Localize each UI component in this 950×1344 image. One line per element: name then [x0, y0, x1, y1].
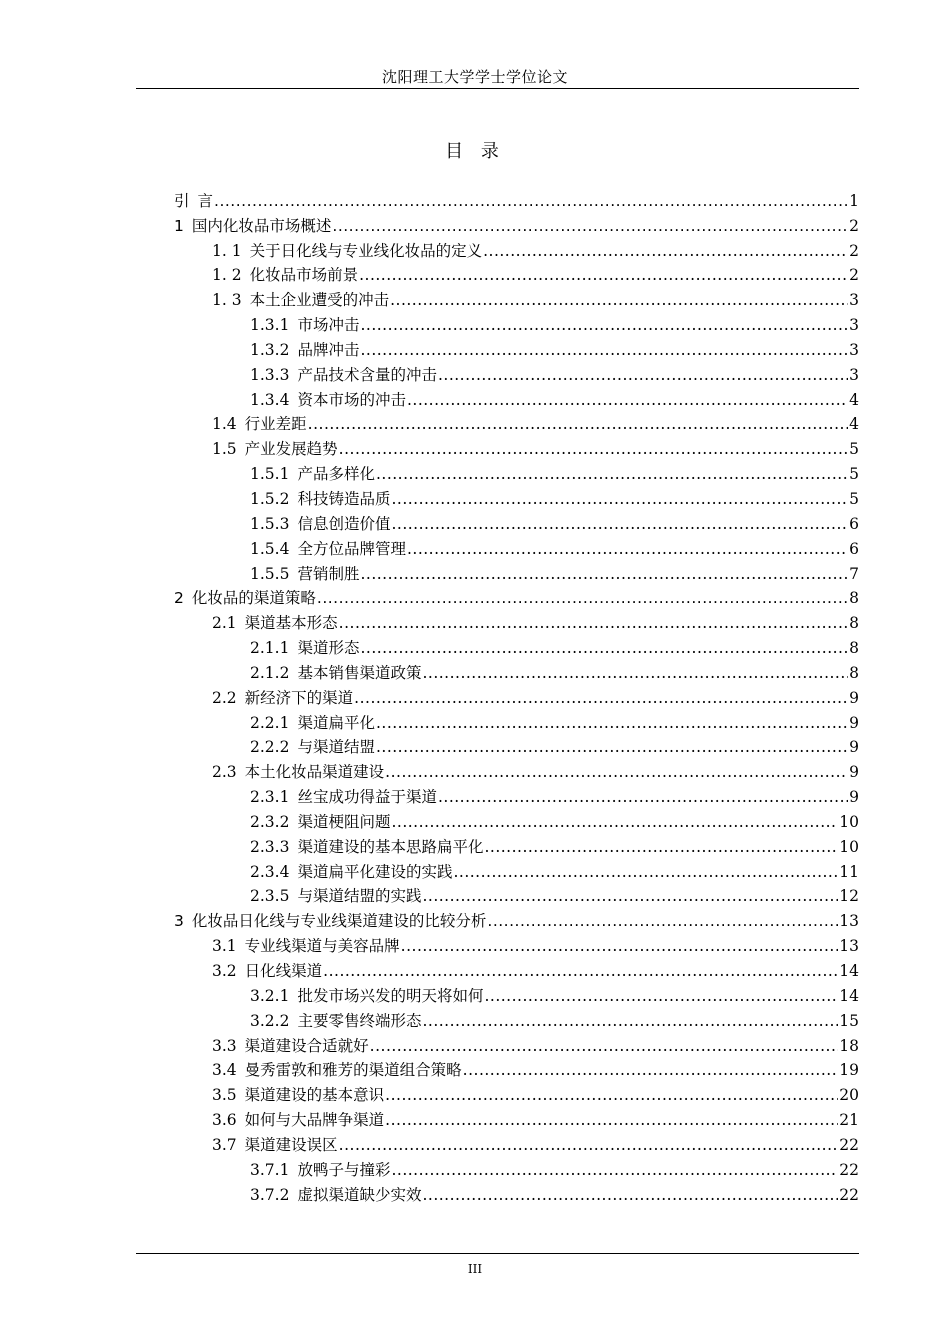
toc-entry[interactable] [174, 285, 859, 310]
toc-entry-number: 1. 1 [212, 241, 242, 260]
toc-entry-number: 2.2.1 [250, 713, 290, 732]
toc-entry-page: 3 [849, 365, 859, 384]
toc-entry-number: 3.7.2 [250, 1185, 290, 1204]
toc-entry-title: 渠道形态 [297, 639, 360, 658]
toc-entry-title: 本土化妆品渠道建设 [244, 763, 385, 782]
toc-entry-number: 2.1.2 [250, 663, 290, 682]
toc-dot-leader [422, 1011, 838, 1031]
toc-entry[interactable] [174, 261, 859, 286]
toc-entry-title: 专业线渠道与美容品牌 [244, 937, 400, 956]
toc-entry-number: 1.3.4 [250, 390, 290, 409]
toc-dot-leader [438, 365, 848, 385]
toc-entry-page: 9 [849, 688, 859, 707]
toc-entry-page: 3 [849, 291, 859, 310]
toc-entry-number: 1. 3 [212, 291, 242, 310]
toc-entry-number: 1.4 [212, 415, 237, 434]
toc-entry-number: 2.1 [212, 614, 237, 633]
toc-entry-title: 丝宝成功得益于渠道 [297, 788, 437, 807]
toc-entry[interactable] [174, 310, 859, 335]
toc-entry-title: 渠道建设的基本意识 [244, 1086, 385, 1105]
toc-entry-page: 2 [849, 241, 859, 260]
toc-entry-page: 13 [839, 912, 859, 931]
toc-entry[interactable] [174, 906, 859, 931]
toc-entry-number: 1.3.3 [250, 365, 290, 384]
toc-entry-page: 2 [849, 216, 859, 235]
toc-entry-title: 行业差距 [244, 415, 307, 434]
footer-rule [136, 1253, 859, 1254]
toc-dot-leader [484, 986, 838, 1006]
toc-entry-page: 8 [849, 589, 859, 608]
toc-entry-page: 5 [849, 489, 859, 508]
toc-dot-leader [407, 390, 848, 410]
toc-entry-title: 与渠道结盟的实践 [297, 887, 422, 906]
toc-entry-title: 批发市场兴发的明天将如何 [297, 986, 484, 1005]
toc-dot-leader [422, 1185, 838, 1205]
toc-entry-page: 22 [839, 1185, 859, 1204]
toc-entry[interactable] [174, 931, 859, 956]
toc-entry[interactable] [174, 807, 859, 832]
toc-entry-number: 1.5.1 [250, 465, 290, 484]
toc-dot-leader [401, 936, 839, 956]
toc-entry-title: 放鸭子与撞彩 [297, 1160, 391, 1179]
toc-entry-title: 渠道扁平化 [297, 713, 375, 732]
toc-entry-number: 1.3.2 [250, 340, 290, 359]
toc-entry-page: 19 [839, 1061, 859, 1080]
toc-entry[interactable] [174, 534, 859, 559]
toc-dot-leader [391, 489, 848, 509]
toc-entry-number: 3.2.1 [250, 986, 290, 1005]
toc-entry-page: 11 [839, 862, 859, 881]
toc-entry-page: 22 [839, 1135, 859, 1154]
toc-dot-leader [407, 539, 848, 559]
toc-entry-page: 5 [849, 465, 859, 484]
toc-dot-leader [370, 1036, 839, 1056]
toc-entry-page: 8 [849, 639, 859, 658]
toc-entry-number: 3.1 [212, 937, 237, 956]
toc-dot-leader [391, 514, 848, 534]
toc-entry[interactable] [174, 608, 859, 633]
toc-entry-page: 8 [849, 614, 859, 633]
toc-entry-page: 14 [839, 986, 859, 1005]
toc-entry[interactable] [174, 385, 859, 410]
toc-entry-page: 20 [839, 1086, 859, 1105]
toc-entry-title: 曼秀雷敦和雅芳的渠道组合策略 [244, 1061, 462, 1080]
toc-dot-leader [323, 961, 838, 981]
toc-dot-leader [360, 638, 848, 658]
table-of-contents [174, 186, 859, 1205]
toc-entry-title: 产品多样化 [297, 465, 375, 484]
toc-dot-leader [385, 1110, 838, 1130]
toc-entry-title: 新经济下的渠道 [244, 688, 354, 707]
toc-dot-leader [438, 787, 848, 807]
toc-dot-leader [422, 886, 838, 906]
toc-entry-number: 1.5.3 [250, 514, 290, 533]
footer-page-number: III [467, 1262, 483, 1276]
toc-entry-page: 9 [849, 713, 859, 732]
toc-entry-title: 国内化妆品市场概述 [191, 216, 332, 235]
toc-entry[interactable] [174, 434, 859, 459]
toc-entry-page: 8 [849, 663, 859, 682]
toc-entry[interactable] [174, 857, 859, 882]
toc-entry-number: 1.5 [212, 440, 237, 459]
toc-entry-title: 言 [197, 191, 214, 210]
toc-entry-title: 渠道建设合适就好 [244, 1036, 369, 1055]
toc-entry-number: 3.4 [212, 1061, 237, 1080]
toc-dot-leader [483, 241, 848, 261]
toc-dot-leader [317, 588, 848, 608]
toc-entry[interactable] [174, 832, 859, 857]
toc-entry[interactable] [174, 459, 859, 484]
toc-dot-leader [385, 762, 848, 782]
toc-entry-number: 2.3 [212, 763, 237, 782]
toc-entry[interactable] [174, 956, 859, 981]
toc-entry-number: 3.2 [212, 962, 237, 980]
toc-entry-number: 3.3 [212, 1036, 237, 1055]
toc-entry-title: 化妆品市场前景 [249, 266, 359, 285]
toc-entry-number: 1 [174, 216, 184, 235]
toc-entry-title: 化妆品日化线与专业线渠道建设的比较分析 [191, 912, 487, 931]
toc-entry-number: 3.2.2 [250, 1011, 290, 1030]
toc-entry-number: 2.1.1 [250, 639, 290, 658]
toc-entry[interactable] [174, 1006, 859, 1031]
toc-entry-number: 3.7 [212, 1135, 237, 1154]
toc-entry[interactable] [174, 1130, 859, 1155]
toc-entry-number: 1.5.5 [250, 564, 290, 583]
toc-dot-leader [484, 837, 838, 857]
toc-entry-title: 化妆品的渠道策略 [191, 589, 316, 608]
toc-entry-page: 2 [849, 266, 859, 285]
toc-dot-leader [332, 216, 848, 236]
toc-dot-leader [463, 1060, 839, 1080]
toc-dot-leader [376, 464, 848, 484]
toc-dot-leader [453, 862, 838, 882]
toc-entry[interactable] [174, 1080, 859, 1105]
toc-dot-leader [359, 265, 848, 285]
toc-entry[interactable] [174, 211, 859, 236]
toc-entry-title: 营销制胜 [297, 564, 360, 583]
toc-dot-leader [390, 290, 848, 310]
toc-dot-leader [376, 737, 848, 757]
toc-entry-title: 市场冲击 [297, 316, 360, 335]
toc-entry-number: 3.7.1 [250, 1160, 290, 1179]
toc-entry-page: 15 [839, 1011, 859, 1030]
toc-entry-title: 本土企业遭受的冲击 [249, 291, 390, 310]
toc-entry-number: 2.3.3 [250, 837, 290, 856]
toc-entry[interactable] [174, 186, 859, 211]
toc-entry-page: 21 [839, 1111, 859, 1130]
toc-entry-number: 引 [174, 191, 190, 210]
toc-entry-title: 虚拟渠道缺少实效 [297, 1185, 422, 1204]
toc-entry[interactable] [174, 1056, 859, 1081]
toc-dot-leader [354, 688, 848, 708]
toc-dot-leader [339, 439, 848, 459]
toc-entry-number: 2.2 [212, 688, 237, 707]
toc-entry-page: 3 [849, 316, 859, 335]
toc-entry-number: 1.5.2 [250, 489, 290, 508]
toc-entry-page: 6 [849, 514, 859, 533]
toc-entry[interactable] [174, 584, 859, 609]
toc-entry[interactable] [174, 410, 859, 435]
toc-entry[interactable] [174, 757, 859, 782]
toc-entry-page: 10 [839, 812, 859, 831]
toc-entry-title: 渠道建设的基本思路扁平化 [297, 837, 484, 856]
toc-entry-page: 3 [849, 340, 859, 359]
toc-entry-number: 1. 2 [212, 266, 242, 285]
toc-entry[interactable] [174, 509, 859, 534]
toc-entry-page: 14 [839, 962, 859, 980]
toc-entry-page: 6 [849, 539, 859, 558]
toc-entry-title: 全方位品牌管理 [297, 539, 406, 558]
toc-entry-page: 13 [839, 937, 859, 956]
toc-entry-number: 2.3.1 [250, 788, 290, 807]
toc-entry-title: 品牌冲击 [297, 340, 360, 359]
toc-entry[interactable] [174, 335, 859, 360]
toc-entry[interactable] [174, 1031, 859, 1056]
toc-entry-title: 资本市场的冲击 [297, 390, 406, 409]
toc-dot-leader [391, 812, 838, 832]
toc-entry-title: 主要零售终端形态 [297, 1011, 422, 1030]
toc-dot-leader [308, 414, 848, 434]
toc-entry[interactable] [174, 658, 859, 683]
toc-entry[interactable] [174, 236, 859, 261]
toc-entry-title: 渠道基本形态 [244, 614, 338, 633]
toc-entry-title: 渠道扁平化建设的实践 [297, 862, 453, 881]
toc-entry-number: 1.5.4 [250, 539, 290, 558]
toc-dot-leader [391, 1160, 838, 1180]
toc-entry-number: 3 [174, 912, 184, 931]
toc-entry-number: 2.3.2 [250, 812, 290, 831]
toc-entry[interactable] [174, 559, 859, 584]
toc-entry-title: 基本销售渠道政策 [297, 663, 422, 682]
toc-entry-number: 3.6 [212, 1111, 237, 1130]
toc-entry-page: 4 [849, 415, 859, 434]
toc-entry-title: 关于日化线与专业线化妆品的定义 [249, 241, 483, 260]
toc-entry-title: 与渠道结盟 [297, 738, 375, 757]
toc-entry-title: 日化线渠道 [244, 962, 323, 980]
toc-dot-leader [376, 713, 848, 733]
toc-heading: 目 录 [445, 141, 505, 162]
toc-entry[interactable] [174, 484, 859, 509]
toc-entry-page: 12 [839, 887, 859, 906]
toc-entry[interactable] [174, 1180, 859, 1205]
toc-entry-page: 10 [839, 837, 859, 856]
toc-entry[interactable] [174, 633, 859, 658]
toc-dot-leader [360, 340, 848, 360]
toc-dot-leader [422, 663, 848, 683]
toc-entry-title: 产业发展趋势 [244, 440, 338, 459]
toc-entry-title: 如何与大品牌争渠道 [244, 1111, 385, 1130]
toc-entry-number: 1.3.1 [250, 316, 290, 335]
toc-entry-title: 科技铸造品质 [297, 489, 391, 508]
toc-dot-leader [385, 1085, 838, 1105]
toc-entry-page: 5 [849, 440, 859, 459]
header-rule [136, 88, 859, 89]
toc-entry-title: 渠道建设误区 [244, 1135, 338, 1154]
toc-entry-page: 4 [849, 390, 859, 409]
toc-entry-number: 3.5 [212, 1086, 237, 1105]
toc-entry-number: 2.3.4 [250, 862, 290, 881]
toc-entry-title: 产品技术含量的冲击 [297, 365, 437, 384]
toc-dot-leader [214, 191, 848, 211]
toc-entry[interactable] [174, 733, 859, 758]
toc-dot-leader [360, 564, 848, 584]
toc-entry-page: 18 [839, 1036, 859, 1055]
toc-entry-number: 2 [174, 589, 184, 608]
toc-entry-page: 1 [849, 191, 859, 210]
toc-entry-page: 22 [839, 1160, 859, 1179]
toc-entry[interactable] [174, 782, 859, 807]
toc-entry-page: 9 [849, 738, 859, 757]
toc-entry-page: 9 [849, 763, 859, 782]
toc-entry[interactable] [174, 882, 859, 907]
toc-dot-leader [339, 1135, 839, 1155]
toc-entry[interactable] [174, 360, 859, 385]
toc-entry-title: 信息创造价值 [297, 514, 391, 533]
toc-entry-title: 渠道梗阻问题 [297, 812, 391, 831]
toc-entry[interactable] [174, 683, 859, 708]
toc-dot-leader [360, 315, 848, 335]
toc-entry-page: 7 [849, 564, 859, 583]
toc-entry-number: 2.3.5 [250, 887, 290, 906]
toc-entry[interactable] [174, 1105, 859, 1130]
toc-entry[interactable] [174, 981, 859, 1006]
toc-dot-leader [487, 911, 838, 931]
toc-dot-leader [339, 613, 848, 633]
toc-entry[interactable] [174, 708, 859, 733]
toc-entry-page: 9 [849, 788, 859, 807]
toc-entry-number: 2.2.2 [250, 738, 290, 757]
toc-entry[interactable] [174, 1155, 859, 1180]
page-header-title: 沈阳理工大学学士学位论文 [381, 68, 568, 86]
